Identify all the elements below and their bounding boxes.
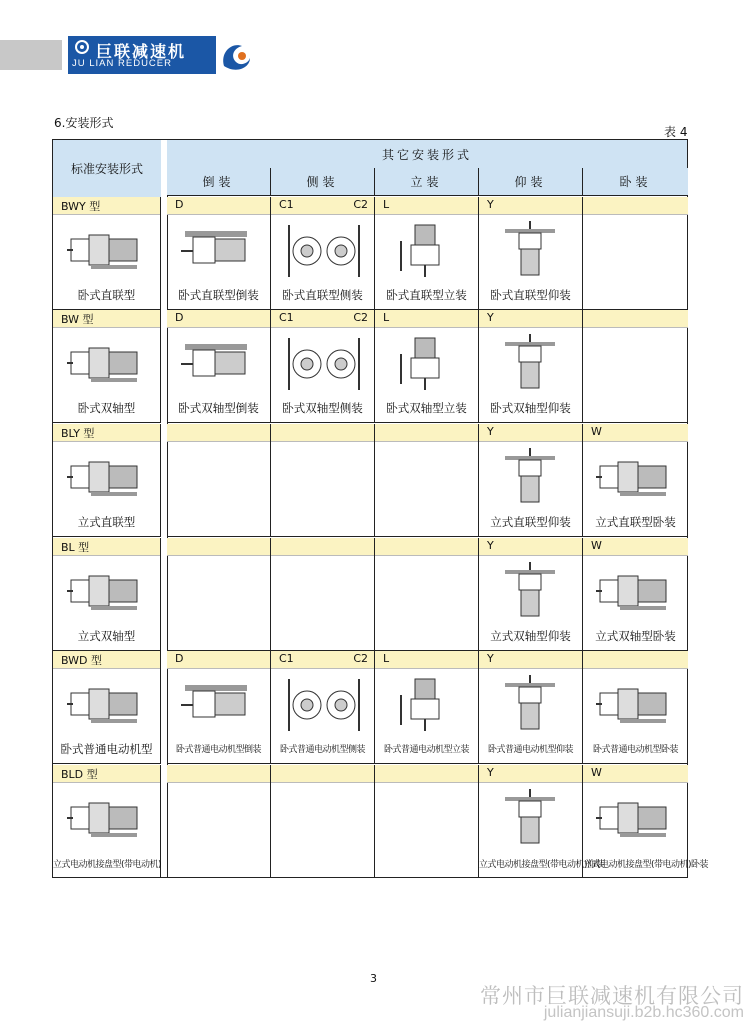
install-option-cell (375, 310, 479, 423)
mount-label: 卧式双轴型立装 (386, 401, 467, 415)
mount-code: C1 (279, 652, 294, 665)
standard-install-header: 标准安装形式 (53, 140, 162, 197)
row-header-band (375, 765, 478, 783)
install-option-cell (271, 310, 375, 423)
header-gray-bar (0, 40, 62, 70)
mount-label: 卧式直联型倒装 (178, 288, 259, 302)
subheader-horizontal: 卧装 (583, 168, 688, 196)
reducer-drawing (491, 334, 571, 398)
mount-label: 立式电动机接盘型(带电动机)仰装 (479, 860, 605, 870)
install-option-cell (271, 651, 375, 764)
row-header-band (583, 197, 688, 215)
reducer-drawing (67, 562, 147, 626)
mount-code: L (383, 652, 390, 665)
mount-label: 立式双轴型卧装 (595, 629, 676, 643)
reducer-drawing (179, 675, 259, 739)
mount-label: 卧式直联型立装 (386, 288, 467, 302)
install-option-cell (375, 765, 479, 878)
mount-label: 卧式直联型 (77, 288, 136, 302)
row-header-band (53, 424, 160, 442)
install-option-cell (167, 538, 271, 651)
mount-code-secondary: C2 (353, 652, 368, 665)
installation-table (52, 139, 709, 878)
mount-label: 卧式直联型仰装 (490, 288, 571, 302)
install-option-cell (479, 651, 583, 764)
install-option-cell (479, 310, 583, 423)
mount-code: D (175, 198, 184, 211)
row-header-band (167, 310, 270, 328)
install-option-cell (375, 197, 479, 310)
logo-swirl-icon (218, 38, 254, 74)
mount-code: Y (487, 652, 494, 665)
mount-label: 卧式双轴型仰装 (490, 401, 571, 415)
mount-label: 立式电动机接盘型(带电动机) (53, 860, 162, 870)
reducer-drawing (67, 675, 147, 739)
model-code: BW 型 (61, 313, 94, 326)
company-logo (68, 36, 216, 74)
mount-label: 立式双轴型仰装 (490, 629, 571, 643)
mount-code: W (591, 425, 602, 438)
reducer-drawing (596, 562, 676, 626)
install-option-cell (167, 310, 271, 423)
row-header-band (271, 765, 374, 783)
logo-english-name: JU LIAN REDUCER (72, 58, 172, 69)
url-watermark: julianjiansuji.b2b.hc360.com (543, 1004, 744, 1021)
subheader-inverted: 倒装 (167, 168, 271, 196)
install-option-cell (583, 538, 688, 651)
row-header-band (271, 424, 374, 442)
model-code: BWY 型 (61, 200, 101, 213)
row-header-band (375, 310, 478, 328)
reducer-drawing (596, 675, 676, 739)
row-header-band (583, 424, 688, 442)
row-header-band (53, 538, 160, 556)
install-option-cell (271, 197, 375, 310)
install-option-cell (479, 538, 583, 651)
install-option-cell (167, 651, 271, 764)
model-code: BL 型 (61, 541, 90, 554)
model-code: BLD 型 (61, 768, 98, 781)
mount-label: 立式电动机接盘型(带电动机)卧装 (583, 860, 709, 870)
row-header-band (53, 651, 160, 669)
install-option-cell (375, 538, 479, 651)
row-header-band (479, 538, 582, 556)
mount-label: 卧式普通电动机型卧装 (592, 745, 678, 755)
install-option-cell (479, 765, 605, 878)
install-option-cell (583, 424, 688, 537)
row-header-band (375, 424, 478, 442)
row-header-band (53, 310, 160, 328)
reducer-drawing (491, 789, 571, 853)
reducer-drawing (67, 334, 147, 398)
mount-label: 立式直联型仰装 (490, 515, 571, 529)
standard-form-cell (53, 197, 161, 310)
reducer-drawing (387, 334, 467, 398)
reducer-drawing (491, 562, 571, 626)
standard-form-cell (53, 765, 161, 878)
mount-label: 立式直联型卧装 (595, 515, 676, 529)
reducer-drawing (67, 221, 147, 285)
row-header-band (167, 538, 270, 556)
mount-label: 卧式普通电动机型侧装 (279, 745, 365, 755)
standard-form-cell (53, 538, 161, 651)
mount-label: 卧式双轴型 (77, 401, 136, 415)
reducer-drawing (491, 221, 571, 285)
row-header-band (53, 197, 160, 215)
mount-code: D (175, 652, 184, 665)
mount-code-secondary: C2 (353, 311, 368, 324)
mount-label: 卧式双轴型倒装 (178, 401, 259, 415)
mount-label: 卧式普通电动机型仰装 (487, 745, 573, 755)
install-option-cell (375, 424, 479, 537)
reducer-drawing (179, 334, 259, 398)
install-option-cell (271, 424, 375, 537)
row-header-band (583, 538, 688, 556)
row-header-band (479, 197, 582, 215)
reducer-drawing (67, 789, 147, 853)
row-header-band (167, 765, 270, 783)
row-header-band (271, 651, 374, 669)
mount-code: C1 (279, 198, 294, 211)
install-option-cell (583, 765, 709, 878)
company-watermark: 常州市巨联减速机有限公司 (480, 984, 744, 1008)
row-header-band (479, 651, 582, 669)
reducer-drawing (491, 675, 571, 739)
row-header-band (271, 538, 374, 556)
row-header-band (479, 424, 582, 442)
row-header-band (167, 197, 270, 215)
row-header-band (583, 310, 688, 328)
subheader-upward: 仰装 (479, 168, 583, 196)
row-header-band (375, 538, 478, 556)
row-header-band (375, 651, 478, 669)
install-option-cell (583, 310, 688, 423)
mount-code: Y (487, 198, 494, 211)
mount-code: W (591, 539, 602, 552)
mount-code: C1 (279, 311, 294, 324)
mount-code: Y (487, 539, 494, 552)
logo-chinese-name: 巨联减速机 (96, 42, 187, 61)
model-code: BLY 型 (61, 427, 95, 440)
mount-code: L (383, 198, 390, 211)
reducer-drawing (491, 448, 571, 512)
row-header-band (167, 424, 270, 442)
table-number: 表 4 (664, 125, 688, 139)
mount-code: W (591, 766, 602, 779)
reducer-drawing (283, 334, 363, 398)
mount-label: 卧式普通电动机型倒装 (175, 745, 261, 755)
install-option-cell (271, 538, 375, 651)
install-option-cell (583, 197, 688, 310)
standard-form-cell (53, 651, 161, 764)
subheader-vertical: 立装 (375, 168, 479, 196)
mount-label: 卧式普通电动机型立装 (383, 745, 469, 755)
mount-code: Y (487, 425, 494, 438)
row-header-band (53, 765, 160, 783)
mount-code: L (383, 311, 390, 324)
mount-code: Y (487, 311, 494, 324)
install-option-cell (167, 424, 271, 537)
row-header-band (479, 310, 582, 328)
install-option-cell (479, 424, 583, 537)
reducer-drawing (387, 221, 467, 285)
standard-form-cell (53, 310, 161, 423)
install-option-cell (583, 651, 688, 764)
mount-label: 卧式双轴型侧装 (282, 401, 363, 415)
reducer-drawing (67, 448, 147, 512)
mount-label: 卧式直联型侧装 (282, 288, 363, 302)
reducer-drawing (179, 221, 259, 285)
model-code: BWD 型 (61, 654, 102, 667)
reducer-drawing (283, 221, 363, 285)
reducer-drawing (596, 789, 676, 853)
standard-form-cell (53, 424, 161, 537)
mount-label: 立式双轴型 (77, 629, 136, 643)
mount-code-secondary: C2 (353, 198, 368, 211)
row-header-band (583, 651, 688, 669)
row-header-band (583, 765, 688, 783)
gear-logo-icon (72, 39, 92, 55)
install-option-cell (375, 651, 479, 764)
subheader-side: 侧装 (271, 168, 375, 196)
reducer-drawing (596, 448, 676, 512)
mount-label: 卧式普通电动机型 (60, 742, 153, 756)
mount-code: D (175, 311, 184, 324)
page-number: 3 (370, 972, 377, 985)
row-header-band (271, 197, 374, 215)
reducer-drawing (387, 675, 467, 739)
row-header-band (375, 197, 478, 215)
row-header-band (167, 651, 270, 669)
install-option-cell (167, 197, 271, 310)
reducer-drawing (283, 675, 363, 739)
row-header-band (271, 310, 374, 328)
row-header-band (479, 765, 582, 783)
install-option-cell (479, 197, 583, 310)
install-option-cell (167, 765, 271, 878)
mount-code: Y (487, 766, 494, 779)
install-option-cell (271, 765, 375, 878)
section-title: 6.安装形式 (54, 116, 114, 130)
mount-label: 立式直联型 (77, 515, 136, 529)
other-install-header: 其它安装形式 (167, 140, 687, 169)
